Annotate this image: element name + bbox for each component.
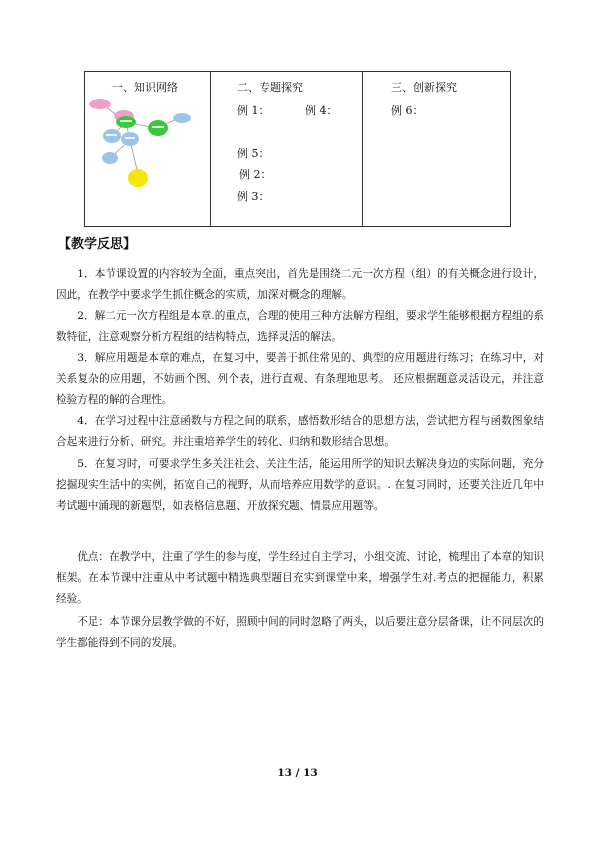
page-number: 13 / 13 xyxy=(277,767,318,779)
example-2-label: 例 2： xyxy=(239,168,272,181)
column-title-knowledge-network: 一、知识网络 xyxy=(112,81,178,94)
reflection-paragraph: 2．解二元一次方程组是本章.的重点，合理的使用三种方法解方程组，要求学生能够根据方程组的系数特征，注意观察分析方程组的结构特点，选择灵活的解法。 xyxy=(56,310,544,343)
column-title-topic-exploration: 二、专题探究 xyxy=(237,81,303,94)
reflection-paragraph: 4．在学习过程中注意函数与方程之间的联系，感悟数形结合的思想方法，尝试把方程与函数图象结合起来进行分析、研究。并注重培养学生的转化、归纳和数形结合思想。 xyxy=(56,415,544,448)
mindmap-bubble xyxy=(89,99,111,109)
teaching-reflection-heading: 【教学反思】 xyxy=(58,237,137,252)
reflection-paragraph: 不足：本节课分层教学做的不好，照顾中间的同时忽略了两头，以后要注意分层备课，让不同层次的学生都能得到不同的发展。 xyxy=(56,616,544,649)
reflection-paragraph: 5．在复习时，可要求学生多关注社会、关注生活，能运用所学的知识去解决身边的实际问题，充分挖掘现实生活中的实例，拓宽自己的视野，从而培养应用数学的意识。. 在复习同时，还要关注近几年中考试题中涌现的新题型，如表格信息题、开放探究题、情景应用题等。 xyxy=(56,458,544,512)
reflection-paragraph: 3．解应用题是本章的难点，在复习中，要善于抓住常见的、典型的应用题进行练习；在练习中，对关系复杂的应用题，不妨画个图、列个表，进行直观、有条理地思考。 还应根据题意灵活设元，并注意检验方程的解的合理性。 xyxy=(56,352,544,406)
mindmap-bubble xyxy=(102,152,118,164)
mindmap-bubble xyxy=(128,169,148,187)
column-title-innovation-exploration: 三、创新探究 xyxy=(391,81,457,94)
knowledge-mindmap-image xyxy=(86,94,204,194)
example-4-label: 例 4： xyxy=(305,104,338,117)
column-divider xyxy=(210,72,211,226)
mindmap-bubble xyxy=(173,113,191,123)
example-1-label: 例 1： xyxy=(237,104,270,117)
column-divider xyxy=(362,72,363,226)
example-3-label: 例 3： xyxy=(237,190,270,203)
example-6-label: 例 6： xyxy=(391,104,424,117)
example-5-label: 例 5： xyxy=(237,147,270,160)
reflection-paragraph: 优点：在教学中，注重了学生的参与度，学生经过自主学习，小组交流、讨论，梳理出了本章的知识框架。在本节课中注重从中考试题中精选典型题目充实到课堂中来，增强学生对.考点的把握能力，积累经验。 xyxy=(56,551,544,605)
reflection-paragraph: 1．本节课设置的内容较为全面，重点突出，首先是围绕二元一次方程（组）的有关概念进行设计，因此，在教学中要求学生抓住概念的实质，加深对概念的理解。 xyxy=(56,268,544,301)
